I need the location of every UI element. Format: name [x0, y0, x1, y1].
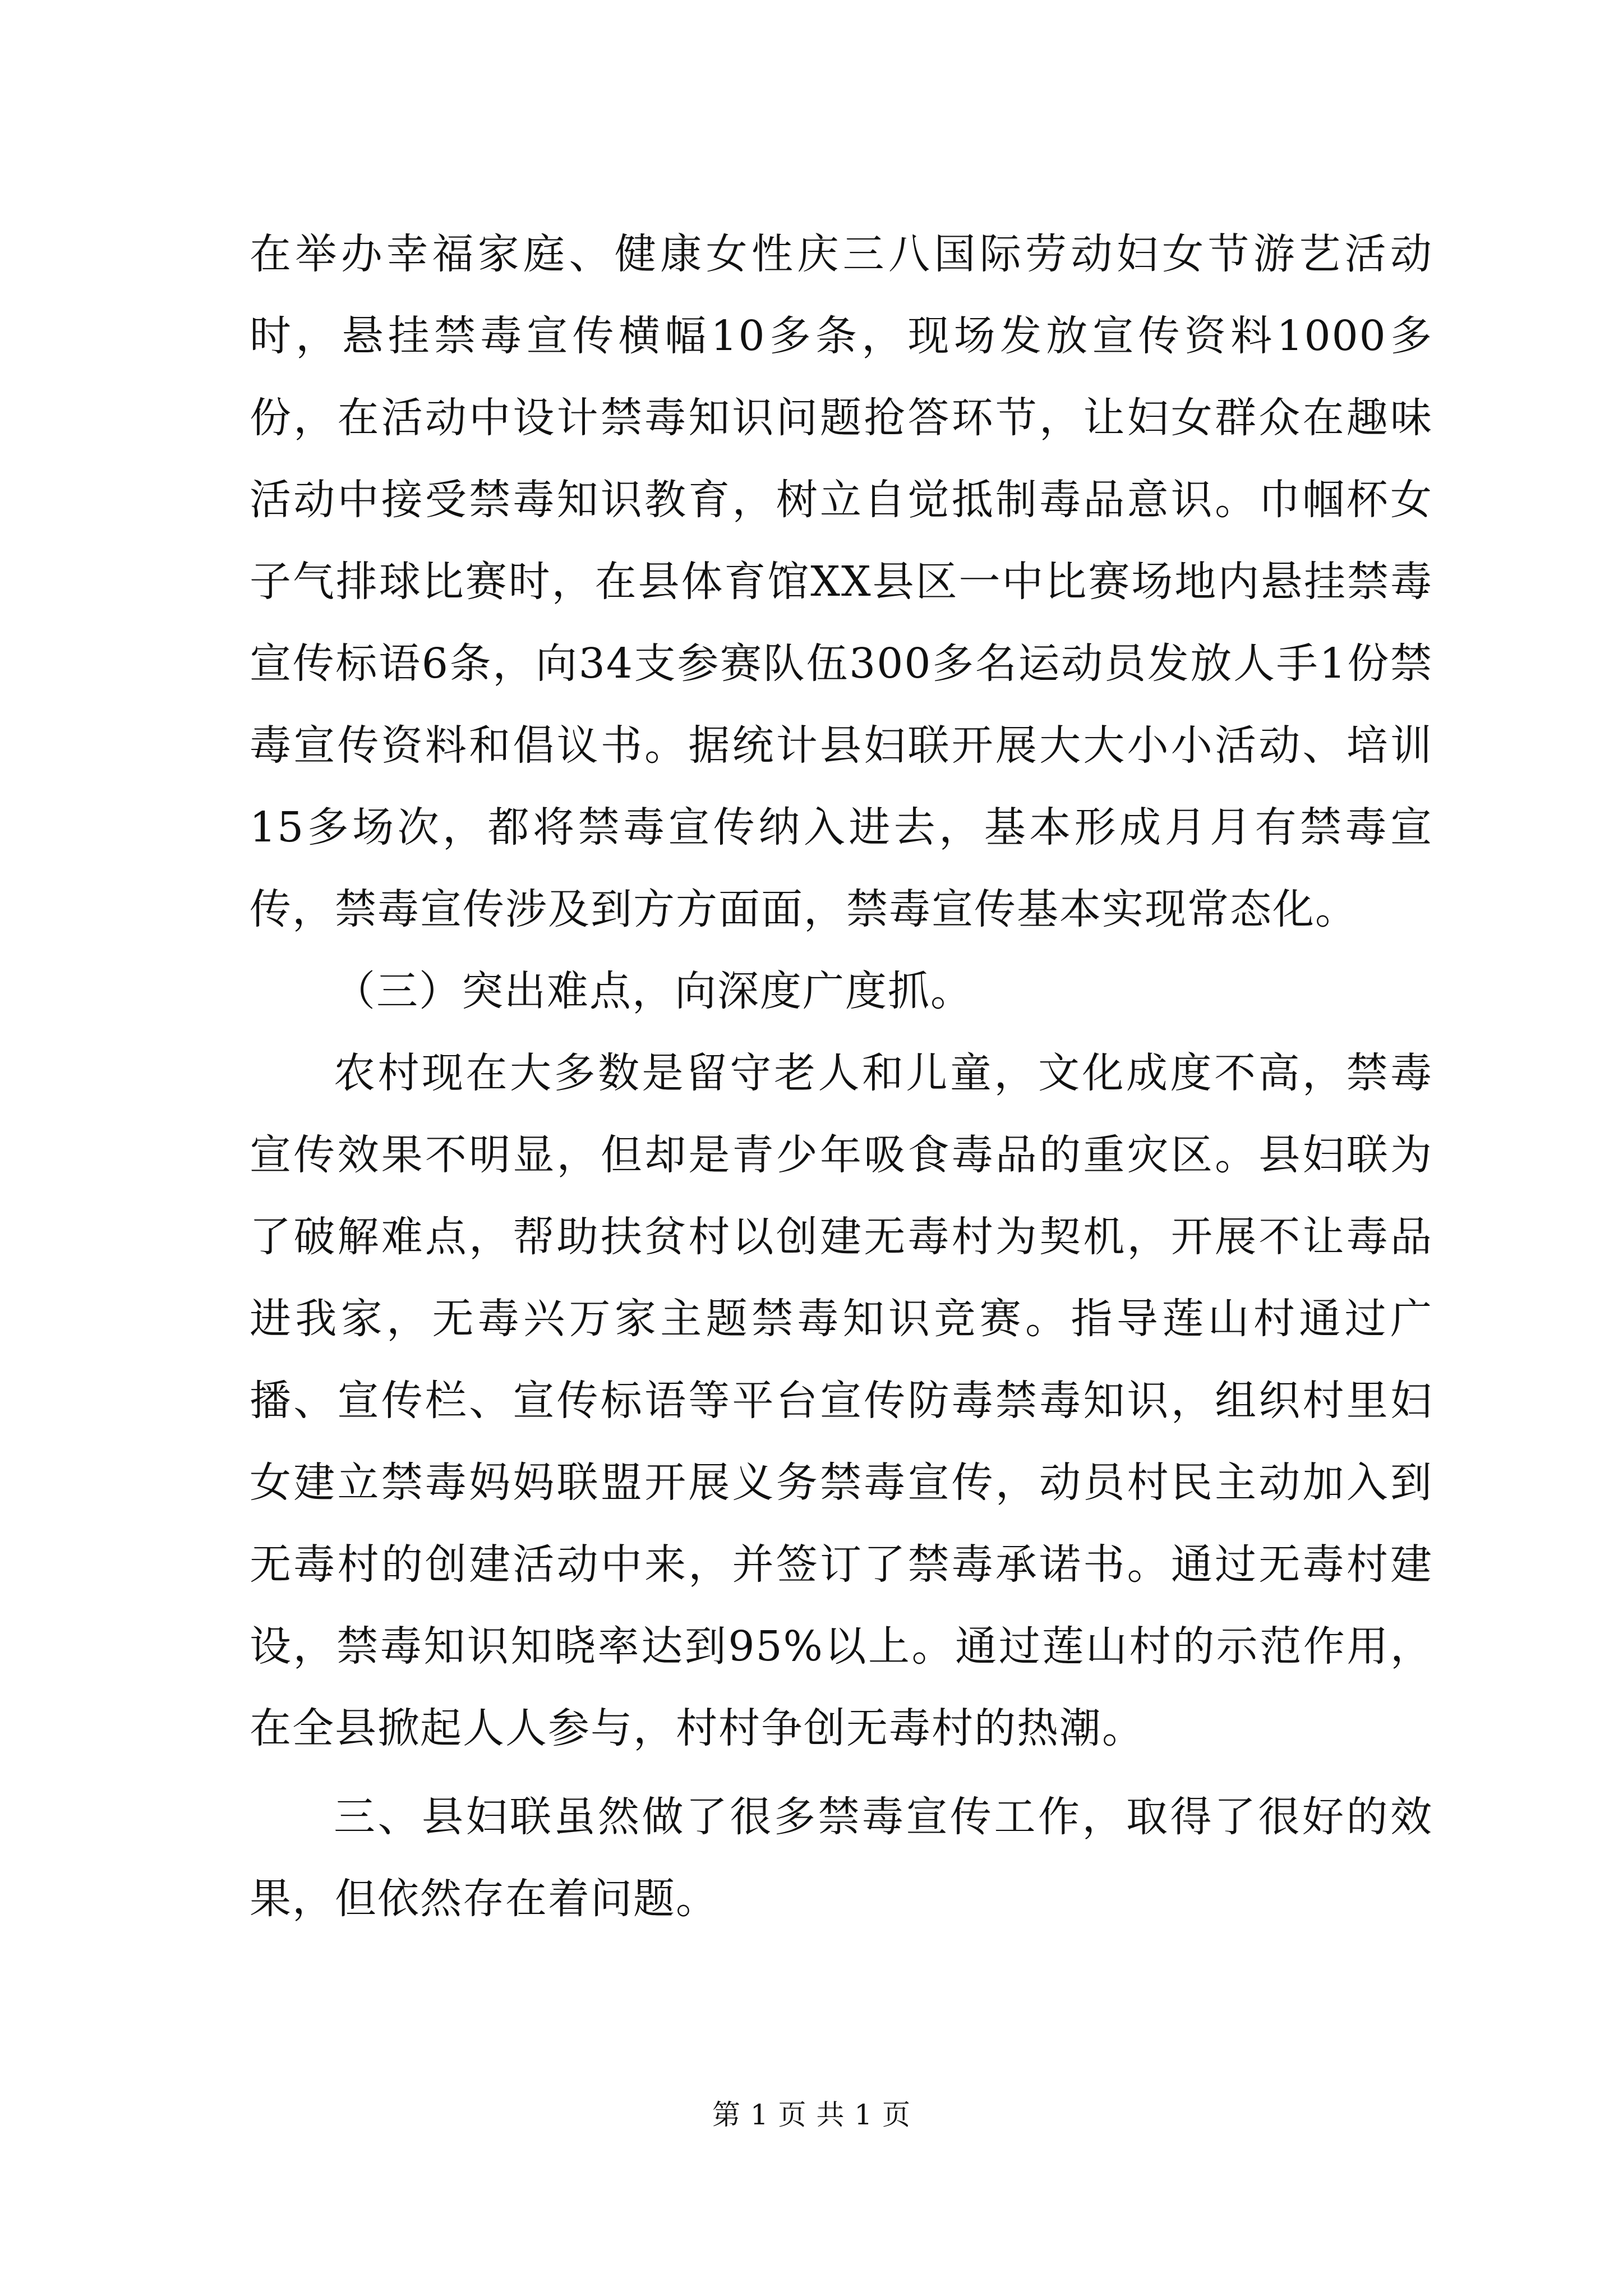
paragraph-rural: 农村现在大多数是留守老人和儿童，文化成度不高，禁毒宣传效果不明显，但却是青少年吸食毒品的重灾区。县妇联为了破解难点，帮助扶贫村以创建无毒村为契机，开展不让毒品进我家，无毒兴万家主题禁毒知识竞赛。指导莲山村通过广播、宣传栏、宣传标语等平台宣传防毒禁毒知识，组织村里妇女建立禁毒妈妈联盟开展义务禁毒宣传，动员村民主动加入到无毒村的创建活动中来，并签订了禁毒承诺书。通过无毒村建设，禁毒知识知晓率达到95%以上。通过莲山村的示范作用，在全县掀起人人参与，村村争创无毒村的热潮。	[250, 1049, 1433, 1752]
section-heading-problems: 三、县妇联虽然做了很多禁毒宣传工作，取得了很好的效果，但依然存在着问题。	[250, 1793, 1433, 1923]
document-body	[250, 213, 1433, 1940]
paragraph-activities: 在举办幸福家庭、健康女性庆三八国际劳动妇女节游艺活动时，悬挂禁毒宣传横幅10多条，现场发放宣传资料1000多份，在活动中设计禁毒知识问题抢答环节，让妇女群众在趣味活动中接受禁毒知识教育，树立自觉抵制毒品意识。巾帼杯女子气排球比赛时，在县体育馆XX县区一中比赛场地内悬挂禁毒宣传标语6条，向34支参赛队伍300多名运动员发放人手1份禁毒宣传资料和倡议书。据统计县妇联开展大大小小活动、培训15多场次，都将禁毒宣传纳入进去，基本形成月月有禁毒宣传，禁毒宣传涉及到方方面面，禁毒宣传基本实现常态化。	[250, 230, 1433, 933]
section-heading-3: （三）突出难点，向深度广度抓。	[334, 967, 973, 1015]
page-footer: 第 1 页 共 1 页	[712, 2099, 911, 2131]
